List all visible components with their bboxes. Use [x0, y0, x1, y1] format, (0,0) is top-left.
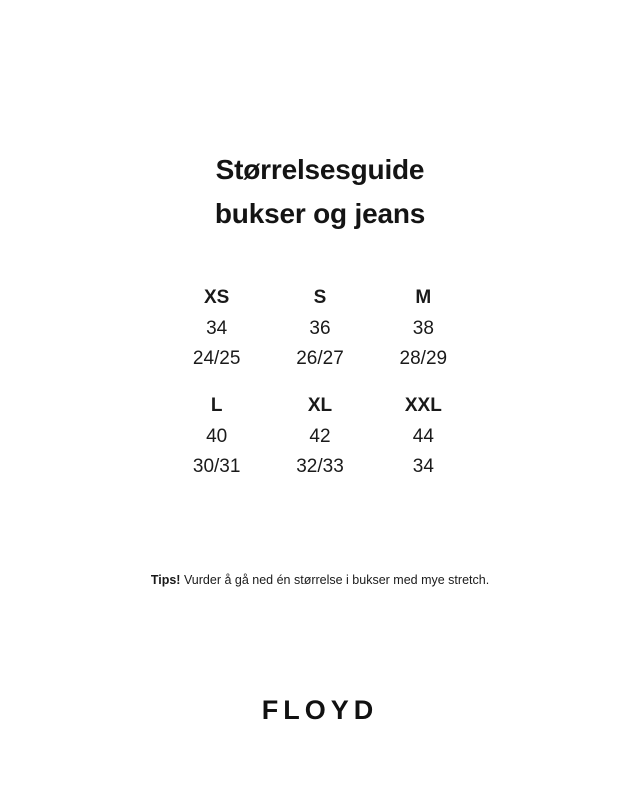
size-value-cell: 44 — [412, 426, 434, 447]
page-title — [0, 148, 640, 236]
tips-note — [0, 570, 640, 590]
tips-label: Tips! — [150, 573, 181, 587]
size-value-cell: 26/27 — [296, 348, 344, 369]
size-header-row — [165, 282, 475, 314]
page-title-line-1: Størrelsesguide — [215, 154, 425, 185]
size-value-cell: 34 — [412, 456, 434, 477]
page-title-line-2: bukser og jeans — [214, 198, 426, 229]
size-value-cell: 42 — [309, 426, 331, 447]
size-value-row — [165, 314, 475, 344]
size-header-cell: L — [210, 395, 223, 416]
size-value-row — [165, 344, 475, 374]
size-value-cell: 34 — [206, 318, 228, 339]
size-value-cell: 32/33 — [296, 456, 344, 477]
size-group-large — [165, 390, 475, 482]
size-value-cell: 24/25 — [192, 348, 241, 369]
size-value-cell: 36 — [309, 318, 331, 339]
size-group-small — [165, 282, 475, 374]
size-value-row — [165, 422, 475, 452]
size-header-cell: XS — [203, 287, 230, 308]
size-value-cell: 40 — [206, 426, 228, 447]
size-header-row — [165, 390, 475, 422]
size-value-cell: 28/29 — [399, 348, 448, 369]
size-header-cell: XL — [307, 395, 333, 416]
size-value-cell: 38 — [412, 318, 434, 339]
size-table — [165, 282, 475, 482]
size-header-cell: M — [415, 287, 432, 308]
tips-text: Vurder å gå ned én størrelse i bukser med mye stretch. — [183, 573, 490, 587]
brand-logo: FLOYD — [261, 695, 379, 725]
size-value-row — [165, 452, 475, 482]
size-header-cell: XXL — [404, 395, 442, 416]
size-header-cell: S — [313, 287, 327, 308]
size-value-cell: 30/31 — [192, 456, 241, 477]
